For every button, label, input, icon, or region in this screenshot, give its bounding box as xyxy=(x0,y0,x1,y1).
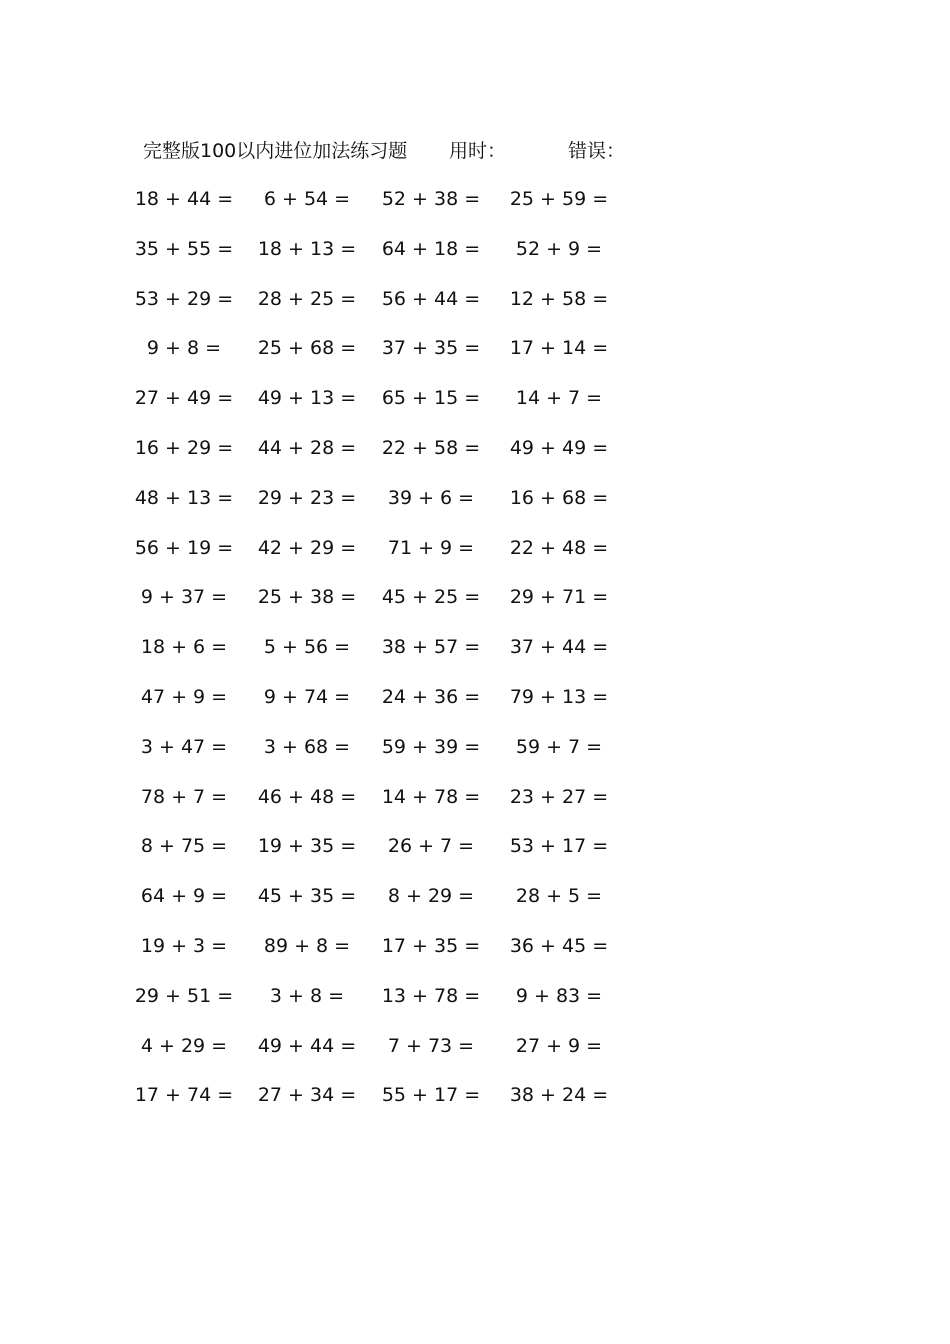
problem-row xyxy=(0,1080,950,1130)
problem-row xyxy=(0,184,950,234)
addition-problem: 25 + 38 = xyxy=(257,586,357,609)
addition-problem: 29 + 51 = xyxy=(134,984,234,1007)
addition-problem: 18 + 6 = xyxy=(140,636,228,659)
addition-problem: 42 + 29 = xyxy=(257,536,357,559)
addition-problem: 56 + 19 = xyxy=(134,536,234,559)
addition-problem: 29 + 71 = xyxy=(509,586,609,609)
addition-problem: 17 + 14 = xyxy=(509,337,609,360)
addition-problem: 9 + 83 = xyxy=(515,984,603,1007)
worksheet-header xyxy=(143,136,663,166)
addition-problem: 65 + 15 = xyxy=(381,387,481,410)
addition-problem: 49 + 13 = xyxy=(257,387,357,410)
addition-problem: 27 + 34 = xyxy=(257,1084,357,1107)
problem-row xyxy=(0,234,950,284)
addition-problem: 27 + 49 = xyxy=(134,387,234,410)
addition-problem: 48 + 13 = xyxy=(134,486,234,509)
addition-problem: 28 + 5 = xyxy=(515,885,603,908)
addition-problem: 22 + 58 = xyxy=(381,436,481,459)
addition-problem: 26 + 7 = xyxy=(387,835,475,858)
addition-problem: 23 + 27 = xyxy=(509,785,609,808)
addition-problem: 45 + 25 = xyxy=(381,586,481,609)
addition-problem: 19 + 3 = xyxy=(140,934,228,957)
problem-row xyxy=(0,483,950,533)
addition-problem: 55 + 17 = xyxy=(381,1084,481,1107)
problem-row xyxy=(0,533,950,583)
problem-row xyxy=(0,782,950,832)
worksheet-title: 完整版100以内进位加法练习题 xyxy=(143,140,408,162)
addition-problem: 35 + 55 = xyxy=(134,237,234,260)
addition-problem: 3 + 8 = xyxy=(269,984,345,1007)
addition-problem: 13 + 78 = xyxy=(381,984,481,1007)
addition-problem: 89 + 8 = xyxy=(263,934,351,957)
addition-problem: 17 + 35 = xyxy=(381,934,481,957)
addition-problem: 28 + 25 = xyxy=(257,287,357,310)
addition-problem: 49 + 44 = xyxy=(257,1034,357,1057)
addition-problem: 18 + 44 = xyxy=(134,188,234,210)
addition-problem: 37 + 35 = xyxy=(381,337,481,360)
addition-problem: 45 + 35 = xyxy=(257,885,357,908)
addition-problem: 39 + 6 = xyxy=(387,486,475,509)
addition-problem: 64 + 9 = xyxy=(140,885,228,908)
addition-problem: 79 + 13 = xyxy=(509,685,609,708)
addition-problem: 7 + 73 = xyxy=(387,1034,475,1057)
addition-problem: 19 + 35 = xyxy=(257,835,357,858)
addition-problem: 53 + 29 = xyxy=(134,287,234,310)
addition-problem: 49 + 49 = xyxy=(509,436,609,459)
addition-problem: 56 + 44 = xyxy=(381,287,481,310)
addition-problem: 14 + 7 = xyxy=(515,387,603,410)
addition-problem: 25 + 68 = xyxy=(257,337,357,360)
addition-problem: 47 + 9 = xyxy=(140,685,228,708)
problem-row xyxy=(0,732,950,782)
problem-row xyxy=(0,632,950,682)
addition-problem: 9 + 37 = xyxy=(140,586,228,609)
problem-row xyxy=(0,682,950,732)
addition-problem: 6 + 54 = xyxy=(263,188,351,210)
problem-row xyxy=(0,383,950,433)
addition-problem: 44 + 28 = xyxy=(257,436,357,459)
problem-row xyxy=(0,433,950,483)
addition-problem: 71 + 9 = xyxy=(387,536,475,559)
addition-problem: 38 + 24 = xyxy=(509,1084,609,1107)
problem-row xyxy=(0,931,950,981)
addition-problem: 78 + 7 = xyxy=(140,785,228,808)
addition-problem: 24 + 36 = xyxy=(381,685,481,708)
addition-problem: 38 + 57 = xyxy=(381,636,481,659)
addition-problem: 52 + 38 = xyxy=(381,188,481,210)
addition-problem: 9 + 8 = xyxy=(146,337,222,360)
addition-problem: 22 + 48 = xyxy=(509,536,609,559)
addition-problem: 18 + 13 = xyxy=(257,237,357,260)
addition-problem: 16 + 68 = xyxy=(509,486,609,509)
addition-problem: 59 + 39 = xyxy=(381,735,481,758)
addition-problem: 5 + 56 = xyxy=(263,636,351,659)
errors-label: 错误： xyxy=(568,140,626,162)
problem-row xyxy=(0,881,950,931)
addition-problem: 14 + 78 = xyxy=(381,785,481,808)
addition-problem: 3 + 47 = xyxy=(140,735,228,758)
addition-problem: 36 + 45 = xyxy=(509,934,609,957)
problem-row xyxy=(0,333,950,383)
addition-problem: 52 + 9 = xyxy=(515,237,603,260)
addition-problem: 64 + 18 = xyxy=(381,237,481,260)
addition-problem: 8 + 29 = xyxy=(387,885,475,908)
time-used-label: 用时： xyxy=(449,140,507,162)
problem-row xyxy=(0,981,950,1031)
addition-problem: 27 + 9 = xyxy=(515,1034,603,1057)
addition-problem: 8 + 75 = xyxy=(140,835,228,858)
problem-grid xyxy=(0,184,950,1130)
addition-problem: 25 + 59 = xyxy=(509,188,609,210)
addition-problem: 16 + 29 = xyxy=(134,436,234,459)
problem-row xyxy=(0,831,950,881)
problem-row xyxy=(0,284,950,334)
addition-problem: 9 + 74 = xyxy=(263,685,351,708)
addition-problem: 17 + 74 = xyxy=(134,1084,234,1107)
problem-row xyxy=(0,1031,950,1081)
addition-problem: 4 + 29 = xyxy=(140,1034,228,1057)
addition-problem: 12 + 58 = xyxy=(509,287,609,310)
addition-problem: 3 + 68 = xyxy=(263,735,351,758)
addition-problem: 53 + 17 = xyxy=(509,835,609,858)
addition-problem: 46 + 48 = xyxy=(257,785,357,808)
addition-problem: 37 + 44 = xyxy=(509,636,609,659)
problem-row xyxy=(0,582,950,632)
addition-problem: 59 + 7 = xyxy=(515,735,603,758)
addition-problem: 29 + 23 = xyxy=(257,486,357,509)
